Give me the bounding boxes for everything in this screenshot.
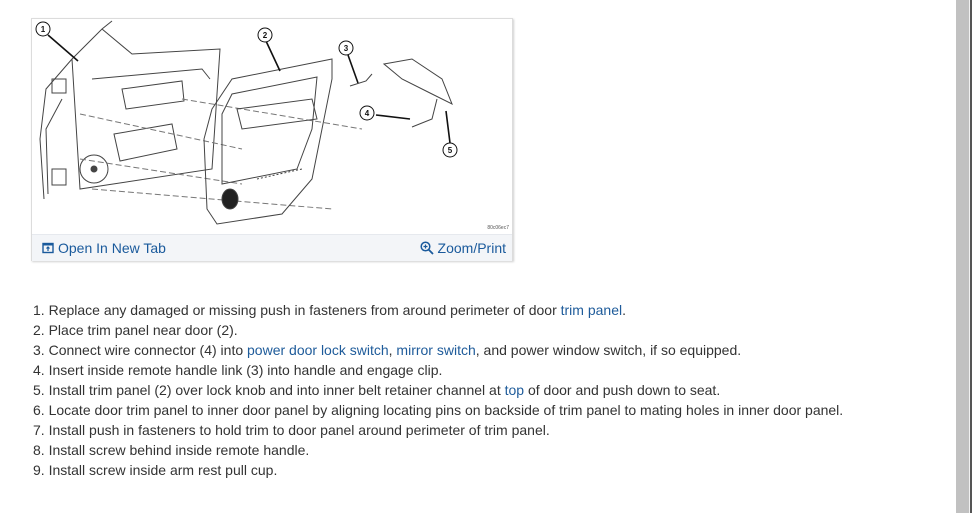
trim-panel-link[interactable]: trim panel bbox=[560, 302, 623, 318]
step-3: 3. Connect wire connector (4) into power door lock switch, mirror switch, and power window switch, if so equipped. bbox=[33, 342, 742, 358]
step-6: 6. Locate door trim panel to inner door panel by aligning locating pins on backside of trim panel to mating holes in inner door panel. bbox=[33, 402, 844, 418]
callout-2: 2 bbox=[262, 31, 268, 40]
open-in-new-tab-link[interactable] bbox=[42, 239, 166, 257]
vertical-scrollbar[interactable] bbox=[956, 0, 972, 513]
step-9: 9. Install screw inside arm rest pull cup. bbox=[33, 462, 278, 478]
door-panel-exploded-diagram bbox=[32, 19, 512, 234]
callout-4: 4 bbox=[364, 109, 370, 118]
step-1: 1. Replace any damaged or missing push in fasteners from around perimeter of door trim panel. bbox=[33, 302, 626, 318]
callout-3: 3 bbox=[343, 44, 349, 53]
scrollbar-thumb[interactable] bbox=[956, 0, 969, 513]
installation-steps bbox=[33, 300, 843, 480]
figure-footer bbox=[32, 234, 512, 261]
callout-1: 1 bbox=[40, 25, 46, 34]
top-link[interactable]: top bbox=[504, 382, 525, 398]
open-in-new-tab-label: Open In New Tab bbox=[58, 240, 166, 256]
open-in-new-tab-icon bbox=[42, 242, 54, 254]
callout-5: 5 bbox=[447, 146, 453, 155]
figure-code: 80c06ec7 bbox=[487, 225, 509, 231]
mirror-switch-link[interactable]: mirror switch bbox=[396, 342, 476, 358]
zoom-print-link[interactable] bbox=[420, 239, 506, 257]
step-8: 8. Install screw behind inside remote handle. bbox=[33, 442, 310, 458]
step-5: 5. Install trim panel (2) over lock knob and into inner belt retainer channel at top of door and push down to seat. bbox=[33, 382, 721, 398]
zoom-in-icon bbox=[420, 241, 434, 255]
door-trim-panel-figure bbox=[31, 18, 513, 261]
step-4: 4. Insert inside remote handle link (3) into handle and engage clip. bbox=[33, 362, 443, 378]
power-door-lock-switch-link[interactable]: power door lock switch bbox=[247, 342, 389, 358]
step-7: 7. Install push in fasteners to hold trim to door panel around perimeter of trim panel. bbox=[33, 422, 550, 438]
step-2: 2. Place trim panel near door (2). bbox=[33, 322, 238, 338]
diagram-image[interactable] bbox=[32, 19, 512, 234]
zoom-print-label: Zoom/Print bbox=[437, 240, 506, 256]
